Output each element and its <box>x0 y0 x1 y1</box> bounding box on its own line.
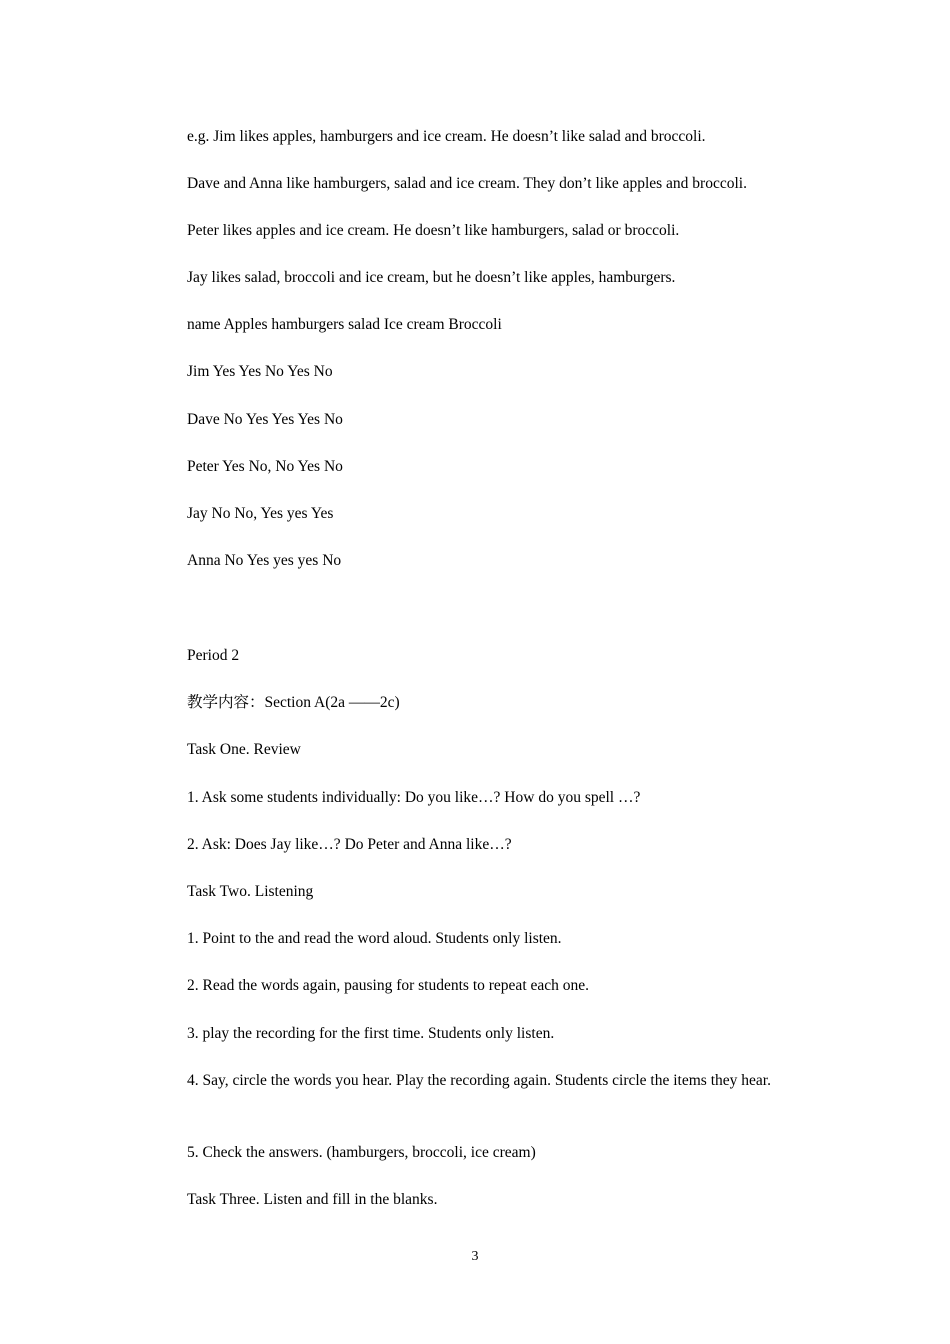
task-two-heading: Task Two. Listening <box>187 883 314 900</box>
table-row-anna: Anna No Yes yes yes No <box>187 552 342 569</box>
period-heading: Period 2 <box>187 647 240 664</box>
page-number: 3 <box>471 1249 479 1264</box>
task-one-step-1: 1. Ask some students individually: Do you like…? How do you spell …? <box>187 789 641 806</box>
example-sentence-dave-anna: Dave and Anna like hamburgers, salad and ice cream. They don’t like apples and broccoli. <box>187 175 747 192</box>
task-one-step-2: 2. Ask: Does Jay like…? Do Peter and Anna like…? <box>187 836 512 853</box>
task-two-step-5: 5. Check the answers. (hamburgers, broccoli, ice cream) <box>187 1144 536 1161</box>
task-two-step-3: 3. play the recording for the first time. Students only listen. <box>187 1025 555 1042</box>
table-row-jay: Jay No No, Yes yes Yes <box>187 505 334 522</box>
table-row-jim: Jim Yes Yes No Yes No <box>187 363 333 380</box>
table-row-dave: Dave No Yes Yes Yes No <box>187 411 343 428</box>
task-two-step-4: 4. Say, circle the words you hear. Play the recording again. Students circle the items they hear. <box>187 1072 771 1089</box>
example-sentence-jay: Jay likes salad, broccoli and ice cream, but he doesn’t like apples, hamburgers. <box>187 269 676 286</box>
task-two-step-2: 2. Read the words again, pausing for students to repeat each one. <box>187 977 590 994</box>
task-three-heading: Task Three. Listen and fill in the blanks. <box>187 1191 438 1208</box>
example-sentence-peter: Peter likes apples and ice cream. He doesn’t like hamburgers, salad or broccoli. <box>187 222 680 239</box>
table-header-row: name Apples hamburgers salad Ice cream Broccoli <box>187 316 502 333</box>
table-row-peter: Peter Yes No, No Yes No <box>187 458 343 475</box>
task-two-step-1: 1. Point to the and read the word aloud. Students only listen. <box>187 930 562 947</box>
example-sentence-jim: e.g. Jim likes apples, hamburgers and ice cream. He doesn’t like salad and broccoli. <box>187 128 706 145</box>
task-one-heading: Task One. Review <box>187 741 301 758</box>
teaching-content: 教学内容：Section A(2a ——2c) <box>187 694 400 711</box>
